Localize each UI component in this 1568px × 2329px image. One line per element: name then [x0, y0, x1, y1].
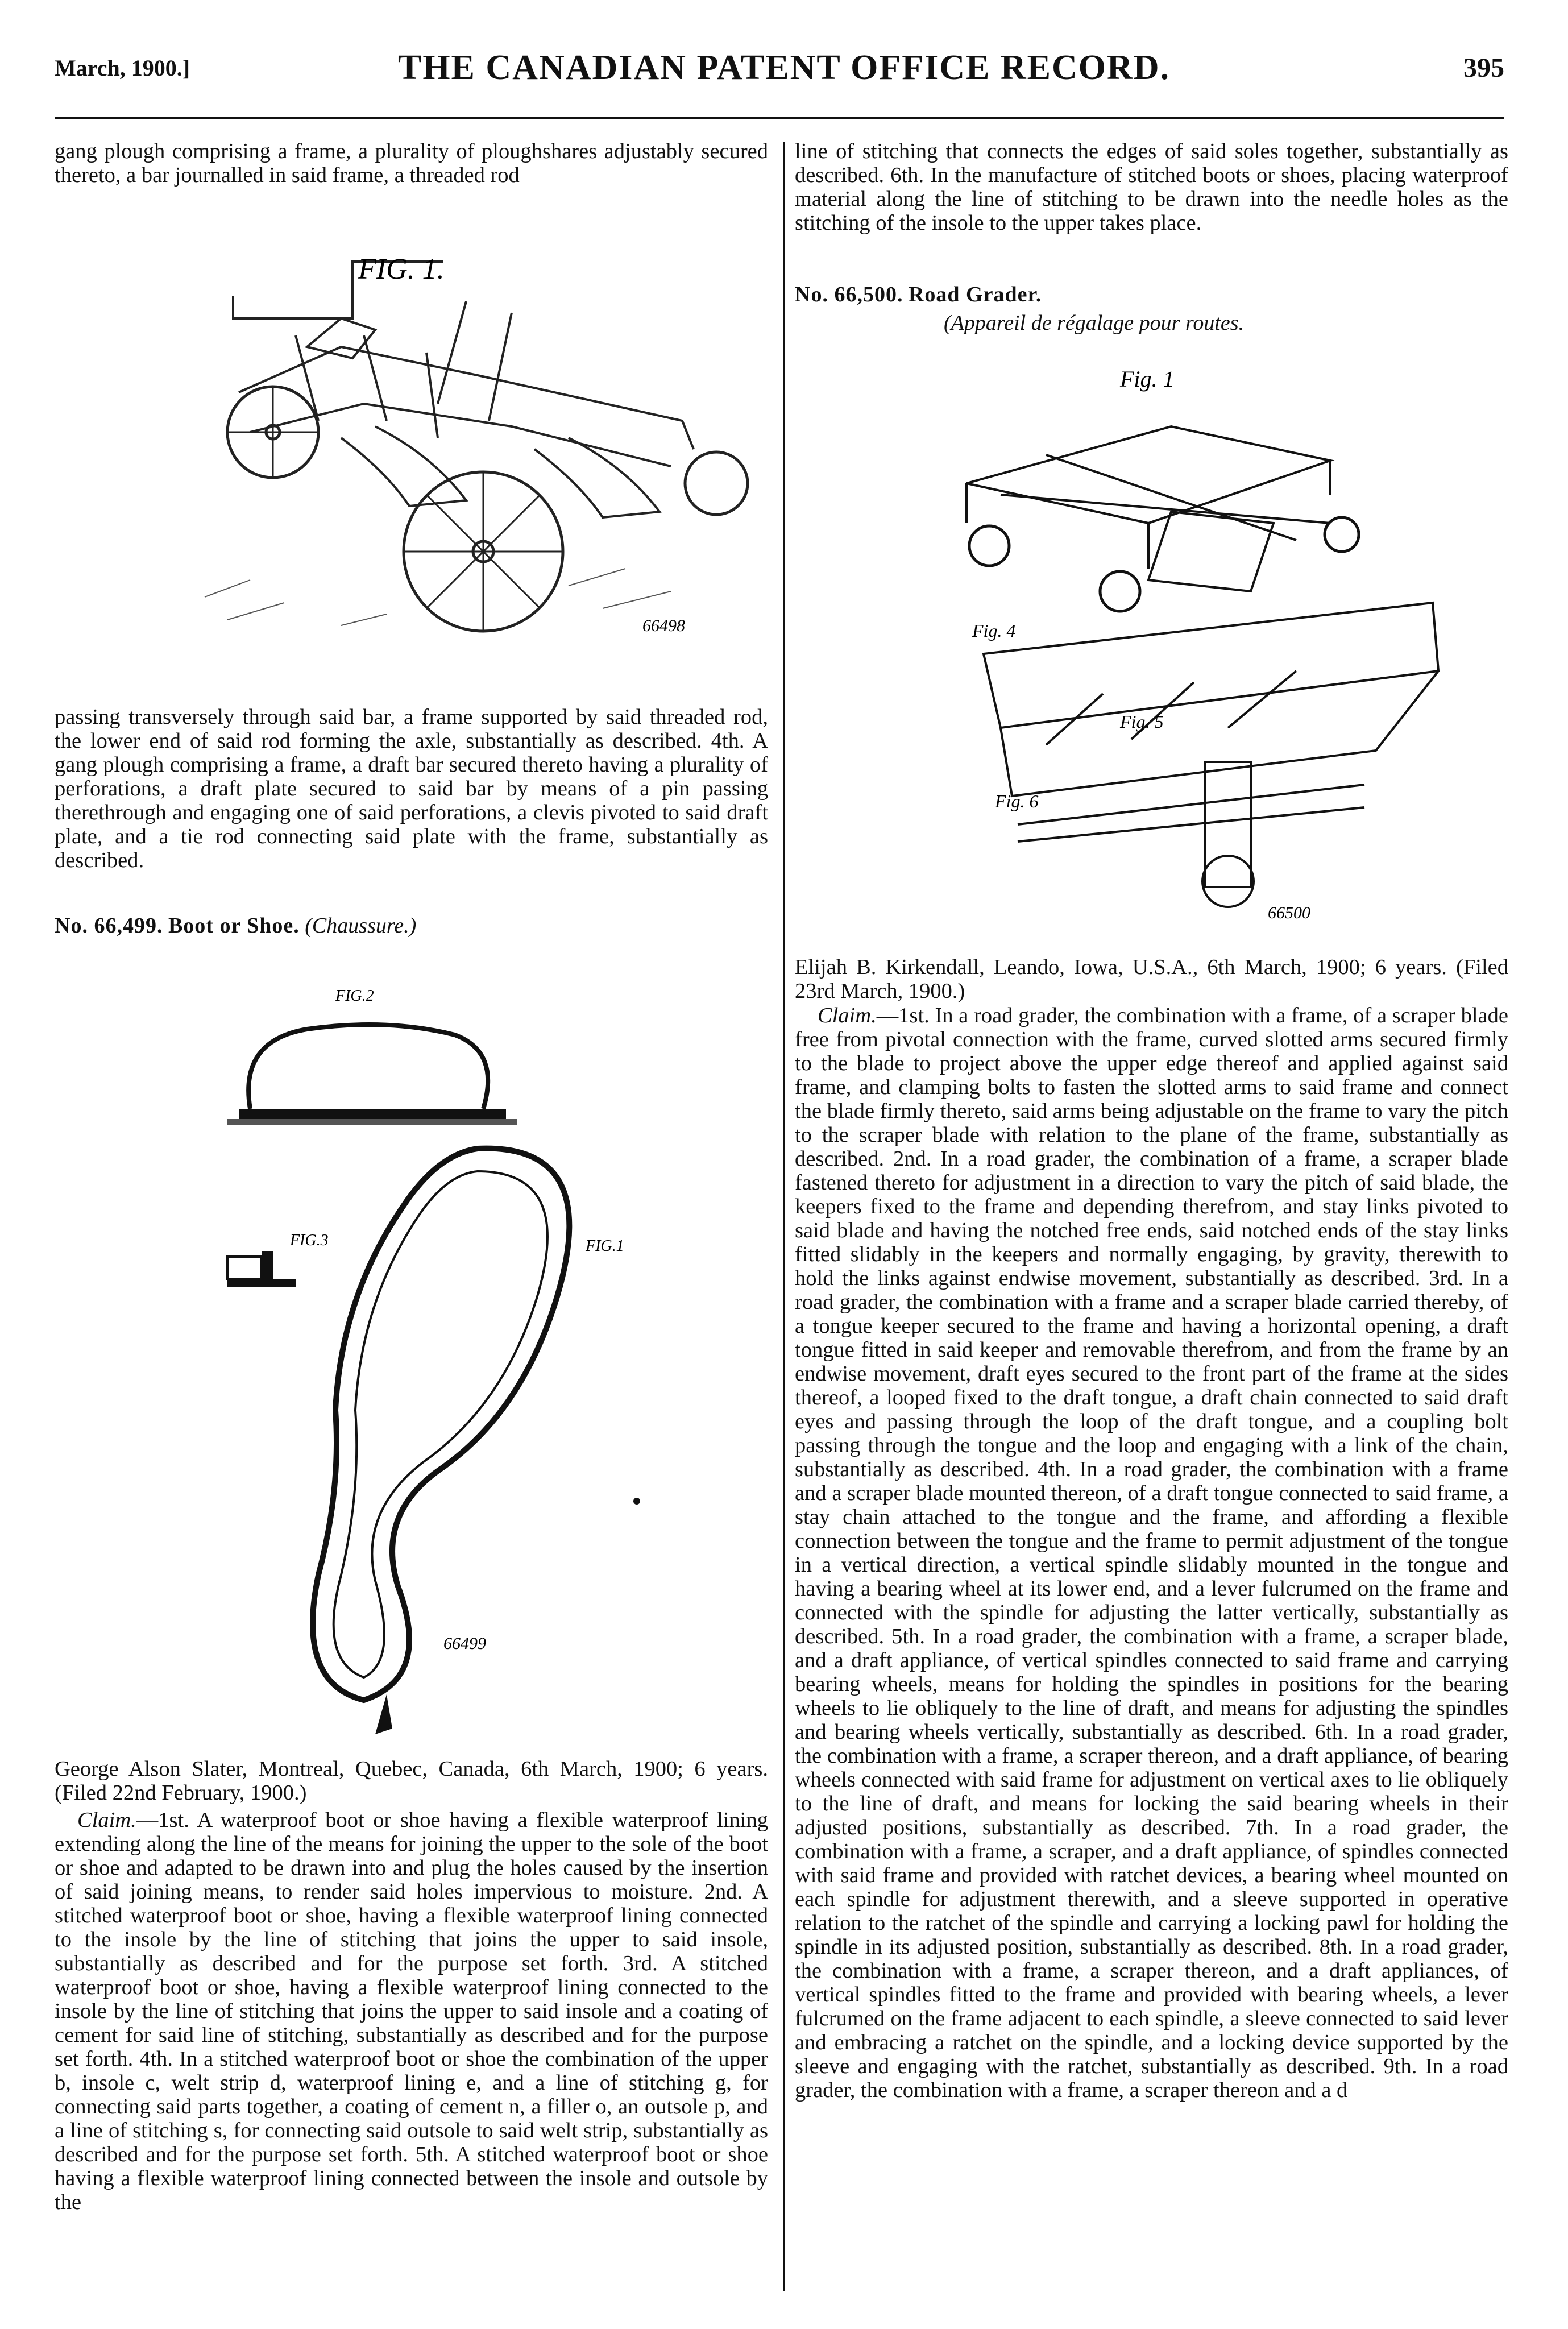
boot-drawing-number: 66499 [443, 1634, 486, 1653]
patent-66500-number: No. 66,500. [795, 283, 903, 306]
figure1-label: FIG. 1. [358, 253, 445, 285]
patent-66500-claim-lead: Claim. [818, 1004, 877, 1027]
page-number: 395 [1463, 53, 1504, 83]
patent-66500-claims [795, 1004, 1508, 2102]
patent-66499-claim-text: —1st. A waterproof boot or shoe having a flexible waterproof lining extending along the line of the means for joining the upper to the sole of the boot or shoe and adapted to be drawn into and plug the holes caused by the insertion of said joining means, to render said holes impervious to moisture. 2nd. A stitched waterproof boot or shoe, having a flexible waterproof lining connected to the insole by the line of stitching that joins the upper to said insole, substantially as described and for the purpose set forth. 3rd. A stitched waterproof boot or shoe, having a flexible waterproof lining connected to the insole by the line of stitching that joins the upper to said insole and a coating of cement for said line of stitching, substantially as described and for the purpose set forth. 4th. In a stitched waterproof boot or shoe the combination of the upper b, insole c, welt strip d, waterproof lining e, and a line of stitching g, for connecting said parts together, a coating of cement n, a filler o, an outsole p, and a line of stitching s, for connecting said outsole to said welt strip, substantially as described and for the purpose set forth. 5th. A stitched waterproof boot or shoe having a flexible waterproof lining connected between the insole and outsole by the [55, 1808, 768, 2214]
boot-fig3-label: FIG.3 [290, 1232, 329, 1249]
right-intro-text: line of stitching that connects the edges of said soles together, substantially as described. 6th. In the manufacture of stitched boots or shoes, placing waterproof material along the line of stitching to be drawn into the needle holes as the stitching of the insole to the upper takes place. [795, 139, 1508, 235]
patent-66499-heading [55, 913, 768, 939]
patent-66500-french-title: (Appareil de régalage pour routes. [944, 311, 1245, 335]
left-intro-text: gang plough comprising a frame, a plurality of ploughshares adjustably secured thereto, a bar journalled in said frame, a threaded rod [55, 139, 768, 187]
header-rule [55, 117, 1504, 119]
header-date: March, 1900.] [55, 55, 190, 81]
grader-fig5-label: Fig. 5 [1120, 711, 1164, 732]
road-grader-figure [932, 353, 1512, 927]
patent-66500-claim-text: —1st. In a road grader, the combination with a frame, of a scraper blade free from pivotal connection with the frame, curved slotted arms secured firmly to the blade to project above the upper edge thereof and applied against said frame, and clamping bolts to fasten the slotted arms to said frame and connect the blade firmly thereto, said arms being adjustable on the frame to vary the pitch to the scraper blade with relation to the plane of the frame, substantially as described. 2nd. In a road grader, the combination of a frame, a scraper blade fastened thereto for adjustment in a direction to vary the pitch of said blade, the keepers fixed to the frame and depending therefrom, and stay links pivoted to said blade and having the notched free ends, said notched ends of the stay links fitted slidably in the keepers and normally engaging, by gravity, therewith to hold the links against endwise movement, substantially as described. 3rd. In a road grader, the combination with a frame and a scraper blade carried thereby, of a tongue keeper secured to the frame and having a horizontal opening, a draft tongue fitted in said keeper and removable therefrom, and from the frame by an endwise movement, draft eyes secured to the front part of the frame at the sides thereof, a looped fixed to the draft tongue, a draft chain connected to said draft eyes and passing through the loop of the draft tongue, and a coupling bolt passing through the tongue and the loop and engaging with a link of the chain, substantially as described. 4th. In a road grader, the combination with a frame and a scraper blade mounted thereon, of a draft tongue connected to said frame, a stay chain attached to the tongue and the frame, and affording a flexible connection between the tongue and the frame to permit adjustment of the tongue in a vertical direction, a vertical spindle slidably mounted in the tongue and having a bearing wheel at its lower end, and a lever fulcrumed on the frame and connected with the spindle for adjusting the latter vertically, substantially as described. 5th. In a road grader, the combination with a frame, a scraper blade, and a draft appliance, of vertical spindles connected to said frame and carrying bearing wheels, means for holding the spindles in positions for the bearing wheels to lie obliquely to the line of draft, and means for adjusting the spindles and bearing wheels vertically, substantially as described. 6th. In a road grader, the combination with a frame, a scraper thereon, and a draft appliance, of bearing wheels connected with said frame for adjustment on vertical axes to lie obliquely to the line of draft, and means for locking the said bearing wheels in their adjusted positions, substantially as described. 7th. In a road grader, the combination with a frame, a scraper, and a draft appliance, of spindles connected with said frame and provided with ratchet devices, a bearing wheel mounted on each spindle for adjustment therewith, and a sleeve supported in operative relation to the ratchet of the spindle and carrying a locking pawl for holding the spindle in its adjusted position, substantially as described. 8th. In a road grader, the combination with a frame, a scraper thereon, and a draft appliances, of vertical spindles fitted to the frame and provided with bearing wheels, a lever fulcrumed on the frame adjacent to each spindle, a sleeve connected to said lever and embracing a ratchet on the spindle, and a locking device supported by the sleeve and engaging with the ratchet, substantially as described. 9th. In a road grader, the combination with a frame, a scraper thereon and a d [795, 1004, 1508, 2102]
gang-plough-figure [171, 233, 768, 665]
figure1-drawing-number: 66498 [642, 616, 685, 635]
boot-fig1-label: FIG.1 [586, 1237, 624, 1255]
patent-66500-inventor: Elijah B. Kirkendall, Leando, Iowa, U.S.A., 6th March, 1900; 6 years. (Filed 23rd March, 1900.) [795, 955, 1508, 1003]
patent-66499-number: No. 66,499. [55, 914, 163, 938]
column-divider [783, 142, 785, 2291]
left-continuation-text: passing transversely through said bar, a frame supported by said threaded rod, the lower end of said rod forming the axle, substantially as described. 4th. A gang plough comprising a frame, a draft bar secured thereto having a plurality of perforations, a draft plate secured to said bar by means of a pin passing therethrough and engaging one of said perforations, a clevis pivoted to said draft plate, and a tie rod connecting said plate with the frame, substantially as described. [55, 705, 768, 872]
patent-66499-title: Boot or Shoe. [168, 914, 300, 938]
boot-figure [205, 978, 716, 1751]
grader-drawing-number: 66500 [1268, 904, 1310, 922]
page-title: THE CANADIAN PATENT OFFICE RECORD. [397, 48, 1171, 87]
patent-66499-claims [55, 1808, 768, 2214]
patent-66499-claim-lead: Claim. [77, 1808, 136, 1832]
patent-66499-inventor: George Alson Slater, Montreal, Quebec, Canada, 6th March, 1900; 6 years. (Filed 22nd February, 1900.) [55, 1757, 768, 1805]
patent-66500-heading [795, 281, 1508, 308]
patent-66500-title: Road Grader. [908, 283, 1042, 306]
grader-fig6-label: Fig. 6 [995, 791, 1039, 811]
grader-fig1-label: Fig. 1 [1120, 366, 1175, 392]
boot-fig2-label: FIG.2 [335, 987, 374, 1005]
patent-66499-french-title: (Chaussure.) [305, 914, 417, 938]
grader-fig4-label: Fig. 4 [972, 620, 1016, 641]
